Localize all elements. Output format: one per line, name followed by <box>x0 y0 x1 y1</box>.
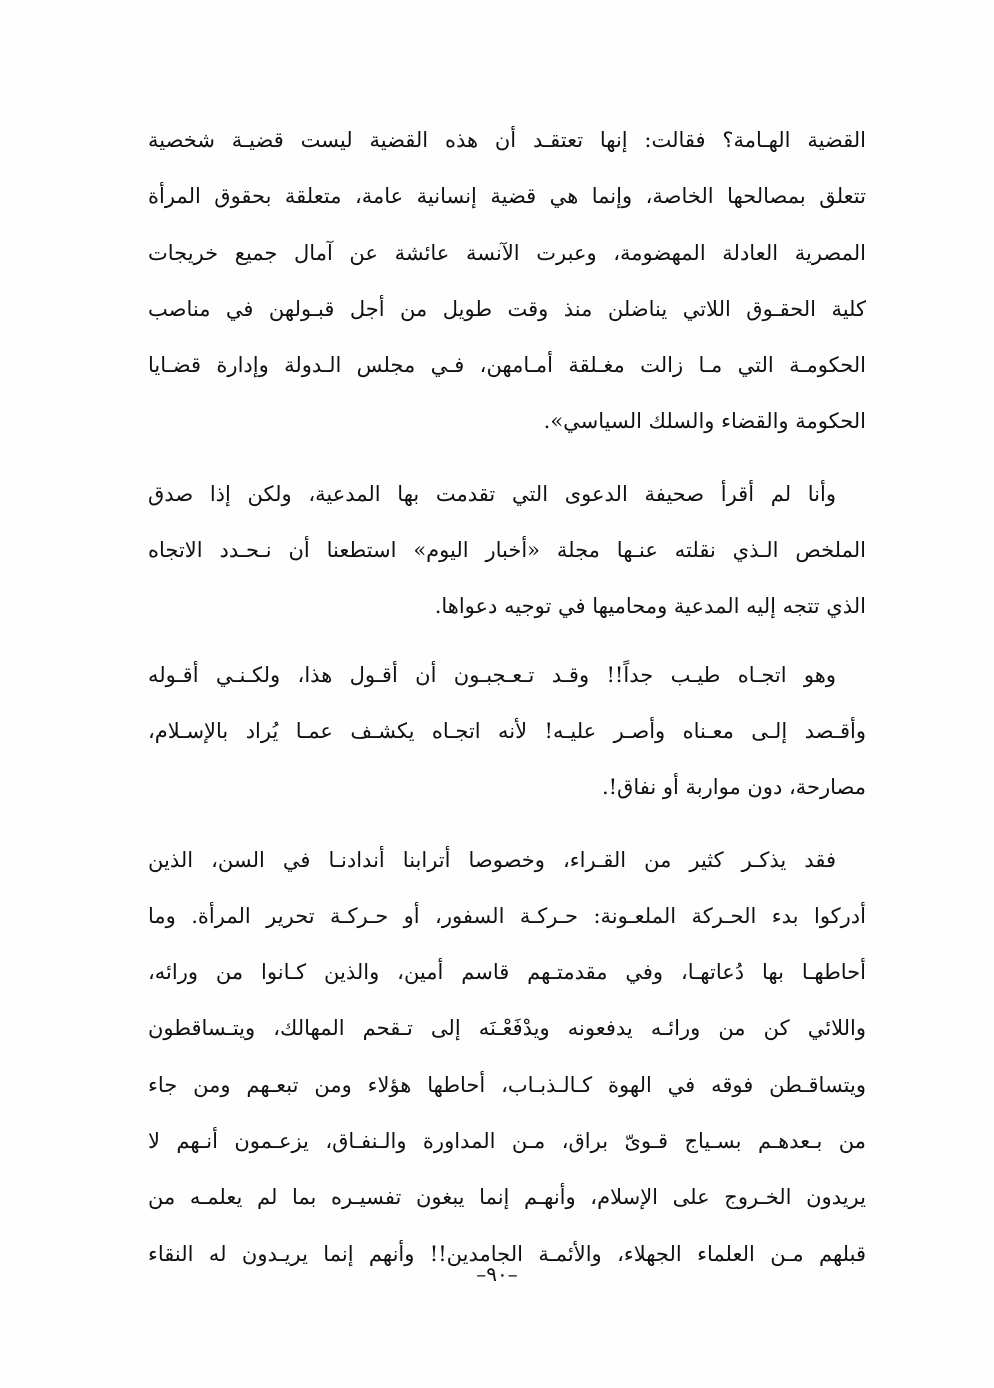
text-line: وهو اتجـاه طيـب جداً!! وقـد تـعـجبـون أن أقـول هذا، ولكـنـي أقـوله <box>148 662 836 687</box>
paragraph-3 <box>148 647 866 816</box>
text-line: قبلهم مـن العلماء الجهلاء، والأئمـة الجامدين!! وأنهم إنما يريـدون له النقاء <box>148 1241 866 1266</box>
text-line: الذي تتجه إليه المدعية ومحاميها في توجيه دعواها. <box>434 594 866 619</box>
text-line: من بـعدهـم بسـياج قـوىّ براق، مـن المداورة والـنفـاق، يزعـمون أنـهم لا <box>148 1129 866 1154</box>
body-text <box>148 112 866 1282</box>
text-line: يريدون الخـروج على الإسلام، وأنهـم إنما يبغون تفسيـره بما لم يعلمـه من <box>148 1185 866 1210</box>
paragraph-gap <box>148 816 866 832</box>
text-line: وأنا لم أقرأ صحيفة الدعوى التي تقدمت بها المدعية، ولكن إذا صدق <box>148 481 836 506</box>
text-line: واللائي كن من ورائـه يدفعونه ويدْفَعْـنَه إلى تـقحم المهالك، ويتـساقطون <box>148 1016 866 1041</box>
paragraph-1 <box>148 112 866 450</box>
text-line: أدركوا بدء الحـركة الملعـونة: حـركـة السفور، أو حـركـة تحرير المرأة. وما <box>148 903 866 928</box>
text-line: الحكومة والقضاء والسلك السياسي». <box>543 409 866 434</box>
text-line: أحاطهـا بها دُعاتهـا، وفي مقدمتـهم قاسم أمين، والذين كـانوا من ورائه، <box>148 960 866 985</box>
paragraph-gap <box>148 635 866 647</box>
text-line: ويتساقـطن فوقه في الهوة كـالـذبـاب، أحاطها هؤلاء ومن تبعـهم ومن جاء <box>148 1072 866 1097</box>
page-number: –٩٠– <box>476 1262 518 1286</box>
text-line: الحكومـة التي مـا زالت مغـلقة أمـامهن، فـي مجلس الـدولة وإدارة قضـايا <box>148 353 866 378</box>
text-line: كلية الحقـوق اللاتي يناضلن منذ وقت طويل من أجل قبـولهن في مناصب <box>148 296 866 321</box>
text-line: تتعلق بمصالحها الخاصة، وإنما هي قضية إنسانية عامة، متعلقة بحقوق المرأة <box>148 184 866 209</box>
paragraph-gap <box>148 450 866 466</box>
text-line: المصرية العادلة المهضومة، وعبرت الآنسة عائشة عن آمال جميع خريجات <box>148 240 866 265</box>
text-line: فقد يذكـر كثير من القـراء، وخصوصا أترابنا أندادنـا في السن، الذين <box>148 847 836 872</box>
paragraph-2 <box>148 466 866 635</box>
text-line: القضية الهـامة؟ فقالت: إنها تعتقـد أن هذه القضية ليست قضيـة شخصية <box>148 128 866 152</box>
text-line: الملخص الـذي نقلته عنـها مجلة «أخبار اليوم» استطعنا أن نـحـدد الاتجاه <box>148 538 866 563</box>
text-line: وأقـصد إلـى معـناه وأصـر عليـه! لأنه اتجـاه يكشـف عمـا يُراد بالإسـلام، <box>148 718 866 743</box>
paragraph-4 <box>148 832 866 1282</box>
text-line: مصارحة، دون مواربة أو نفاق!. <box>601 775 866 800</box>
